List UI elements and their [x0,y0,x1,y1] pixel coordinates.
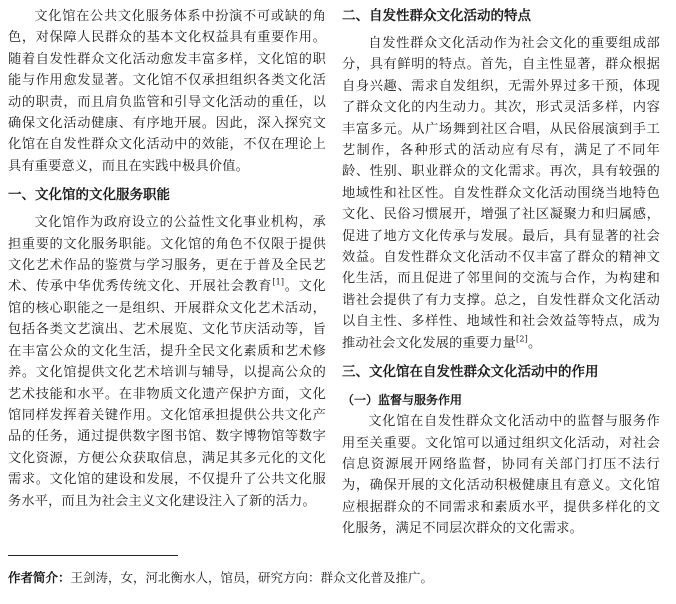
section-1-paragraph [8,212,326,512]
citation-2: [2] [516,334,528,344]
section-3-heading: 三、文化馆在自发性群众文化活动中的作用 [342,364,599,381]
section-2-text-a: 自发性群众文化活动作为社会文化的重要组成部分，具有鲜明的特点。首先，自主性显著，群众根据自身兴趣、需求自发组织，无需外界过多干预，体现了群众文化的内生动力。其次，形式灵活多样，内容丰富多元。从广场舞到社区合唱，从民俗展演到手工艺制作，各种形式的活动应有尽有，满足了不同年龄、性别、职业群众的文化需求。再次，具有较强的地域性和社区性。自发性群众文化活动围绕当地特色文化、民俗习惯展开，增强了社区凝聚力和归属感，促进了地方文化传承与发展。最后，具有显著的社会效益。自发性群众文化活动不仅丰富了群众的精神文化生活，而且促进了邻里间的交流与合作，为构建和谐社会提供了有力支撑。总之，自发性群众文化活动以自主性、多样性、地域性和社会效益等特点，成为推动社会文化发展的重要力量 [342,36,660,351]
section-1-text-b: 。文化馆的核心职能之一是组织、开展群众文化艺术活动，包括各类文艺演出、艺术展览、文化节庆活动等，旨在丰富公众的文化生活，提升全民文化素质和艺术修养。文化馆提供文化艺术培训与辅导，以提高公众的艺术技能和水平。在非物质文化遗产保护方面，文化馆同样发挥着关键作用。文化馆承担提供公共文化产品的任务，通过提供数字图书馆、数字博物馆等数字文化资源，方便公众获取信息，满足其多元化的文化需求。文化馆的建设和发展，不仅提升了公共文化服务水平，而且为社会主义文化建设注入了新的活力。 [8,279,326,509]
section-2-text-b: 。 [527,335,542,351]
author-footnote [8,568,668,588]
section-3-paragraph: 文化馆在自发性群众文化活动中的监督与服务作用至关重要。文化馆可以通过组织文化活动，对社会信息资源展开网络监督，协同有关部门打压不法行为，确保开展的文化活动积极健康且有意义。文化馆应根据群众的不同需求和素质水平，提供多样化的文化服务，满足不同层次群众的文化需求。 [342,414,660,537]
left-column [8,6,326,512]
right-column [342,6,660,540]
section-2-heading: 二、自发性群众文化活动的特点 [342,8,531,24]
footnote-text: 王剑涛，女，河北衡水人，馆员，研究方向：群众文化普及推广。 [70,570,434,585]
footnote-label: 作者简介： [8,570,71,585]
section-2-paragraph [342,33,660,354]
section-3-subheading: （一）监督与服务作用 [342,393,463,408]
citation-1: [1] [272,278,285,288]
intro-paragraph: 文化馆在公共文化服务体系中扮演不可或缺的角色，对保障人民群众的基本文化权益具有重要作用。随着自发性群众文化活动愈发丰富多样，文化馆的职能与作用愈发显著。文化馆不仅承担组织各类文化活动的职责，而且肩负监管和引导文化活动的重任，以确保文化活动健康、有序地开展。因此，深入探究文化馆在自发性群众文化活动中的效能，不仅在理论上具有重要意义，而且在实践中极具价值。 [8,9,326,174]
section-1-text-a: 文化馆作为政府设立的公益性文化事业机构，承担重要的文化服务职能。文化馆的角色不仅限于提供文化艺术作品的鉴赏与学习服务，更在于普及全民艺术、传承中华优秀传统文化、开展社会教育 [8,215,326,295]
footnote-divider [8,555,178,556]
section-1-heading: 一、文化馆的文化服务职能 [8,187,170,204]
